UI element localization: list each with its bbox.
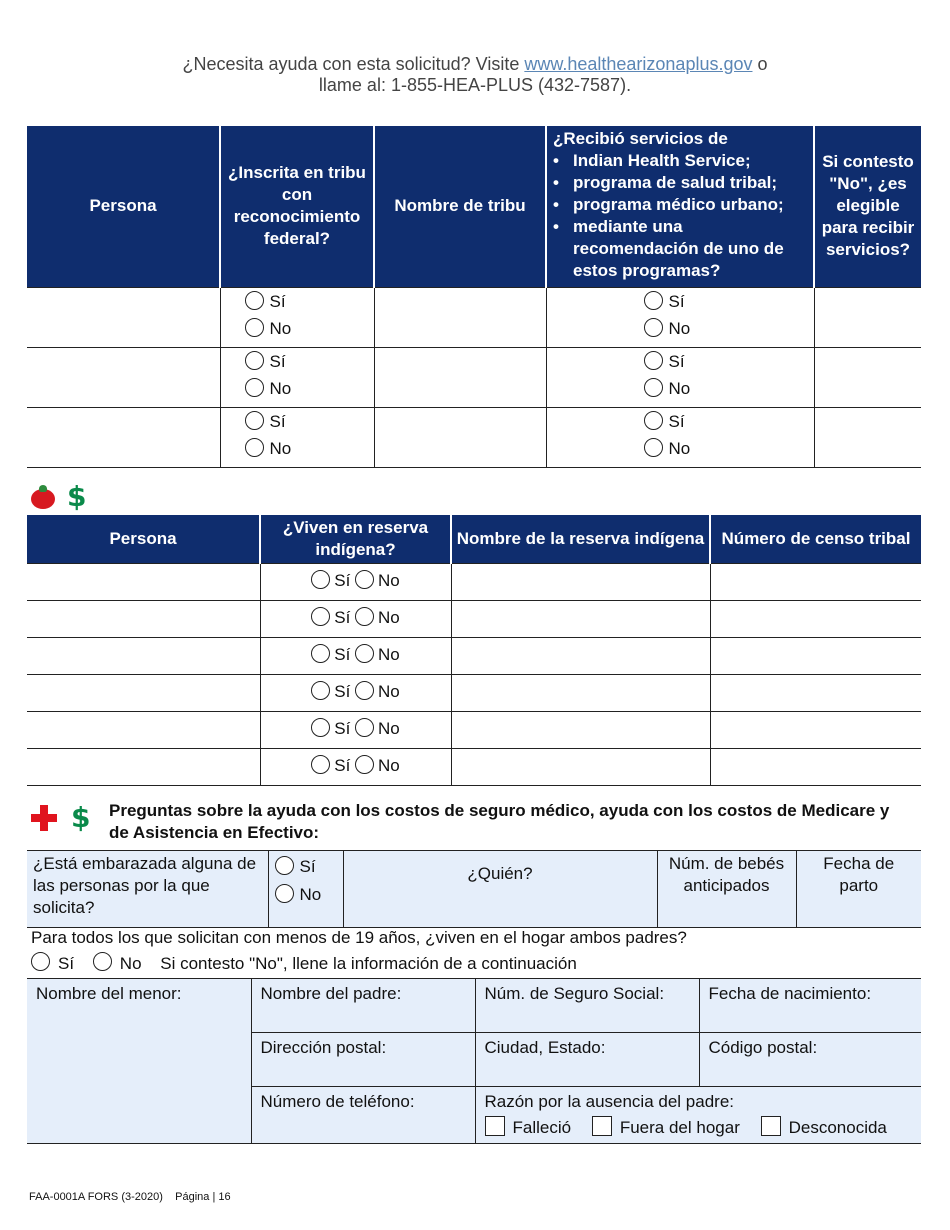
nombre-tribu-field[interactable] xyxy=(374,347,546,407)
nombre-reserva-field[interactable] xyxy=(451,711,710,748)
elegible-field[interactable] xyxy=(814,407,921,467)
persona-field[interactable] xyxy=(27,563,260,600)
nombre-reserva-field[interactable] xyxy=(451,563,710,600)
label-fallecio: Falleció xyxy=(512,1118,572,1137)
servicios-item: • programa de salud tribal; xyxy=(553,172,807,194)
radio-si[interactable] xyxy=(311,718,330,737)
option-no[interactable] xyxy=(221,315,374,342)
servicios-options xyxy=(546,287,814,347)
label-no: No xyxy=(269,438,292,458)
option-si[interactable] xyxy=(547,408,814,435)
fecha-parto-field[interactable]: Fecha de parto xyxy=(796,851,921,928)
dollar-icon: $ xyxy=(67,480,87,513)
option-si[interactable] xyxy=(547,348,814,375)
checkbox-desconocida[interactable] xyxy=(761,1116,781,1136)
option-si[interactable] xyxy=(275,853,337,881)
col-nombre-tribu: Nombre de tribu xyxy=(374,126,546,287)
telefono-field[interactable]: Número de teléfono: xyxy=(251,1087,475,1144)
razon-label: Razón por la ausencia del padre: xyxy=(484,1092,734,1111)
label-si: Sí xyxy=(269,351,286,371)
viven-options xyxy=(260,600,451,637)
label-no: No xyxy=(668,378,691,398)
pregnancy-table xyxy=(27,850,921,928)
nombre-reserva-field[interactable] xyxy=(451,674,710,711)
radio-no[interactable] xyxy=(245,378,264,397)
tribal-table xyxy=(27,126,921,468)
servicios-item: • Indian Health Service; xyxy=(553,150,807,172)
label-si: Sí xyxy=(668,411,685,431)
option-no[interactable] xyxy=(547,375,814,402)
persona-field[interactable] xyxy=(27,600,260,637)
radio-si[interactable] xyxy=(245,351,264,370)
censo-field[interactable] xyxy=(710,600,921,637)
servicios-item: • programa médico urbano; xyxy=(553,194,807,216)
help-header xyxy=(0,54,950,96)
label-no: No xyxy=(378,571,400,591)
label-no: No xyxy=(269,378,292,398)
option-fallecio[interactable] xyxy=(485,1118,572,1137)
nombre-reserva-field[interactable] xyxy=(451,748,710,785)
label-no: No xyxy=(378,756,400,776)
col-persona: Persona xyxy=(27,515,260,563)
radio-si[interactable] xyxy=(275,856,294,875)
label-si: Sí xyxy=(668,351,685,371)
label-fuera-hogar: Fuera del hogar xyxy=(619,1118,740,1137)
nombre-tribu-field[interactable] xyxy=(374,287,546,347)
persona-field[interactable] xyxy=(27,347,220,407)
table-row xyxy=(27,407,921,467)
nombre-reserva-field[interactable] xyxy=(451,600,710,637)
form-id: FAA-0001A FORS (3-2020) xyxy=(29,1191,163,1203)
direccion-field[interactable]: Dirección postal: xyxy=(251,1033,475,1087)
radio-no[interactable] xyxy=(355,718,374,737)
fecha-nacimiento-field[interactable]: Fecha de nacimiento: xyxy=(699,979,921,1033)
table-row xyxy=(27,637,921,674)
ciudad-field[interactable]: Ciudad, Estado: xyxy=(475,1033,699,1087)
parent-info-table xyxy=(27,978,921,1144)
radio-si[interactable] xyxy=(311,681,330,700)
red-cross-icon xyxy=(31,805,57,831)
phone-text: llame al: 1-855-HEA-PLUS (432-7587). xyxy=(318,75,632,95)
col-nombre-reserva: Nombre de la reserva indígena xyxy=(451,515,710,563)
radio-si[interactable] xyxy=(311,570,330,589)
radio-no[interactable] xyxy=(644,438,663,457)
radio-si[interactable] xyxy=(644,351,663,370)
radio-no[interactable] xyxy=(355,607,374,626)
label-si: Sí xyxy=(334,719,351,739)
label-si: Sí xyxy=(269,411,286,431)
radio-no[interactable] xyxy=(355,755,374,774)
label-no: No xyxy=(378,608,400,628)
servicios-item: • mediante una recomendación de uno de estos programas? xyxy=(553,216,807,282)
nombre-menor-field[interactable]: Nombre del menor: xyxy=(27,979,251,1144)
radio-si[interactable] xyxy=(245,291,264,310)
label-si: Sí xyxy=(668,291,685,311)
option-fuera-hogar[interactable] xyxy=(592,1118,740,1137)
viven-options xyxy=(260,637,451,674)
razon-ausencia xyxy=(475,1087,921,1144)
razon-options xyxy=(485,1117,913,1139)
elegible-field[interactable] xyxy=(814,347,921,407)
label-si: Sí xyxy=(334,645,351,665)
num-bebes-field[interactable]: Núm. de bebés anticipados xyxy=(657,851,796,928)
nombre-tribu-field[interactable] xyxy=(374,407,546,467)
website-link[interactable]: www.healthearizonaplus.gov xyxy=(524,54,753,74)
label-si: Sí xyxy=(334,756,351,776)
option-no[interactable] xyxy=(221,435,374,462)
radio-si[interactable] xyxy=(31,952,50,971)
nombre-padre-field[interactable]: Nombre del padre: xyxy=(251,979,475,1033)
viven-options xyxy=(260,711,451,748)
radio-no[interactable] xyxy=(644,378,663,397)
persona-field[interactable] xyxy=(27,637,260,674)
table-row xyxy=(27,674,921,711)
radio-si[interactable] xyxy=(311,607,330,626)
persona-field[interactable] xyxy=(27,287,220,347)
persona-field[interactable] xyxy=(27,674,260,711)
censo-field[interactable] xyxy=(710,674,921,711)
option-si[interactable] xyxy=(221,408,374,435)
label-no: No xyxy=(119,954,142,973)
dollar-icon: $ xyxy=(71,801,91,834)
radio-no[interactable] xyxy=(355,644,374,663)
col-viven: ¿Viven en reserva indígena? xyxy=(260,515,451,563)
persona-field[interactable] xyxy=(27,711,260,748)
persona-field[interactable] xyxy=(27,748,260,785)
page-footer xyxy=(29,1191,231,1203)
censo-field[interactable] xyxy=(710,637,921,674)
page-number: Página | 16 xyxy=(175,1191,231,1203)
viven-options xyxy=(260,674,451,711)
col-persona: Persona xyxy=(27,126,220,287)
radio-no[interactable] xyxy=(93,952,112,971)
label-si: Sí xyxy=(334,571,351,591)
table-row xyxy=(27,287,921,347)
reserve-table xyxy=(27,515,921,786)
section-title: Preguntas sobre la ayuda con los costos de seguro médico, ayuda con los costos de Medicare y de Asistencia en Efectivo: xyxy=(109,801,890,842)
censo-field[interactable] xyxy=(710,711,921,748)
radio-no[interactable] xyxy=(245,318,264,337)
tomato-icon xyxy=(31,485,55,509)
inscrita-options xyxy=(220,347,374,407)
option-no[interactable] xyxy=(547,315,814,342)
option-no[interactable] xyxy=(547,435,814,462)
label-no: No xyxy=(378,719,400,739)
nombre-reserva-field[interactable] xyxy=(451,637,710,674)
option-si[interactable] xyxy=(221,288,374,315)
table-row xyxy=(27,600,921,637)
radio-si[interactable] xyxy=(644,411,663,430)
pregnant-options xyxy=(268,851,343,928)
col-elegible: Si contesto "No", ¿es elegible para recibir servicios? xyxy=(814,126,921,287)
table-row xyxy=(27,748,921,785)
servicios-options xyxy=(546,407,814,467)
checkbox-fuera-hogar[interactable] xyxy=(592,1116,612,1136)
persona-field[interactable] xyxy=(27,407,220,467)
label-si: Sí xyxy=(334,608,351,628)
help-text-suffix: o xyxy=(752,54,768,74)
label-no: No xyxy=(269,318,292,338)
censo-field[interactable] xyxy=(710,563,921,600)
inscrita-options xyxy=(220,287,374,347)
help-text: ¿Necesita ayuda con esta solicitud? Visite xyxy=(182,54,525,74)
program-icons xyxy=(31,482,86,512)
label-no: No xyxy=(668,438,691,458)
ssn-field[interactable]: Núm. de Seguro Social: xyxy=(475,979,699,1033)
parents-question: Para todos los que solicitan con menos de 19 años, ¿viven en el hogar ambos padres? xyxy=(31,928,687,947)
censo-field[interactable] xyxy=(710,748,921,785)
option-desconocida[interactable] xyxy=(761,1118,887,1137)
radio-no[interactable] xyxy=(245,438,264,457)
inscrita-options xyxy=(220,407,374,467)
option-no[interactable] xyxy=(275,881,337,909)
col-censo: Número de censo tribal xyxy=(710,515,921,563)
label-si: Sí xyxy=(269,291,286,311)
label-no: No xyxy=(378,645,400,665)
option-si[interactable] xyxy=(547,288,814,315)
parents-instruction: Si contesto "No", llene la información de a continuación xyxy=(160,954,577,973)
option-si[interactable] xyxy=(221,348,374,375)
servicios-options xyxy=(546,347,814,407)
col-inscrita: ¿Inscrita en tribu con reconocimiento federal? xyxy=(220,126,374,287)
section-icons xyxy=(31,801,91,834)
elegible-field[interactable] xyxy=(814,287,921,347)
codigo-postal-field[interactable]: Código postal: xyxy=(699,1033,921,1087)
radio-no[interactable] xyxy=(355,681,374,700)
label-no: No xyxy=(668,318,691,338)
radio-no[interactable] xyxy=(644,318,663,337)
label-no: No xyxy=(378,682,400,702)
table-row xyxy=(27,347,921,407)
label-desconocida: Desconocida xyxy=(788,1118,887,1137)
radio-si[interactable] xyxy=(311,755,330,774)
viven-options xyxy=(260,563,451,600)
radio-no[interactable] xyxy=(355,570,374,589)
quien-field[interactable]: ¿Quién? xyxy=(343,851,657,928)
col-servicios-title: ¿Recibió servicios de xyxy=(553,129,728,148)
radio-si[interactable] xyxy=(311,644,330,663)
label-si: Sí xyxy=(58,954,75,973)
radio-si[interactable] xyxy=(245,411,264,430)
parents-answer-line xyxy=(31,952,577,976)
viven-options xyxy=(260,748,451,785)
col-servicios xyxy=(546,126,814,287)
label-si: Sí xyxy=(299,857,316,876)
radio-no[interactable] xyxy=(275,884,294,903)
radio-si[interactable] xyxy=(644,291,663,310)
pregnant-question: ¿Está embarazada alguna de las personas por la que solicita? xyxy=(27,851,268,928)
label-si: Sí xyxy=(334,682,351,702)
table-row xyxy=(27,563,921,600)
option-no[interactable] xyxy=(221,375,374,402)
checkbox-fallecio[interactable] xyxy=(485,1116,505,1136)
table-row xyxy=(27,711,921,748)
label-no: No xyxy=(299,885,322,904)
